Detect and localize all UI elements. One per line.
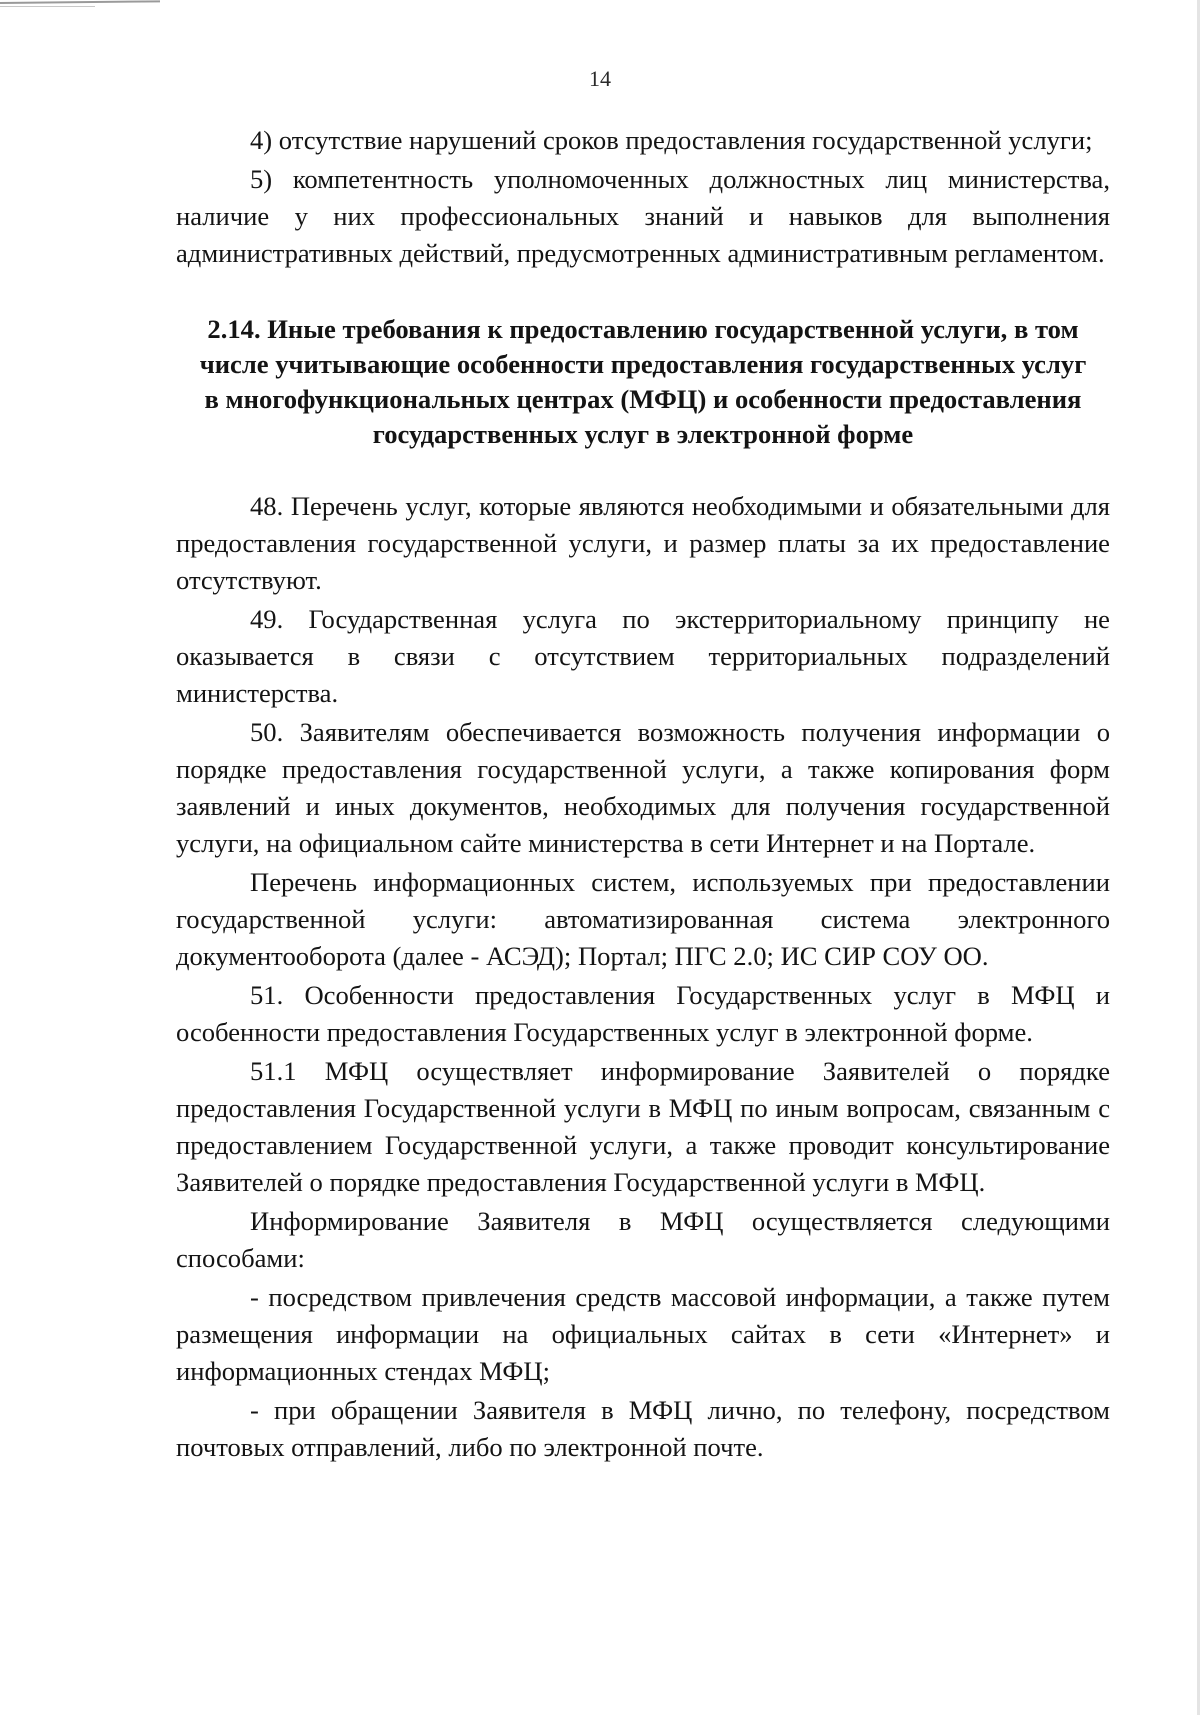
list-item: 5) компетентность уполномоченных должностных лиц министерства, наличие у них профессиональных знаний и навыков для выполнения административных действий, предусмотренных административным регламентом. [176,164,1110,268]
list-item: 4) отсутствие нарушений сроков предоставления государственной услуги; [250,125,1093,155]
paragraph: - посредством привлечения средств массовой информации, а также путем размещения информации на официальных сайтах в сети «Интернет» и информационных стендах МФЦ; [176,1282,1110,1386]
section-heading: 2.14. Иные требования к предоставлению государственной услуги, в том числе учитывающие особенности предоставления государственных услуг в многофункциональных центрах (МФЦ) и особенности предоставления государственных услуг в электронной форме [199,314,1087,449]
document-body [176,122,1110,1466]
paragraph: 48. Перечень услуг, которые являются необходимыми и обязательными для предоставления государственной услуги, и размер платы за их предоставление отсутствуют. [176,491,1110,595]
paragraph: Информирование Заявителя в МФЦ осуществляется следующими способами: [176,1206,1110,1273]
paragraph: 49. Государственная услуга по экстерриториальному принципу не оказывается в связи с отсутствием территориальных подразделений министерства. [176,604,1110,708]
paragraph: Перечень информационных систем, используемых при предоставлении государственной услуги: автоматизированная система электронного документооборота (далее - АСЭД); Портал; ПГС 2.0; ИС СИР СОУ ОО. [176,867,1110,971]
paragraph: - при обращении Заявителя в МФЦ лично, по телефону, посредством почтовых отправлений, либо по электронной почте. [176,1395,1110,1462]
paragraph: 50. Заявителям обеспечивается возможность получения информации о порядке предоставления государственной услуги, а также копирования форм заявлений и иных документов, необходимых для получения государственной услуги, на официальном сайте министерства в сети Интернет и на Портале. [176,717,1110,858]
paragraph: 51. Особенности предоставления Государственных услуг в МФЦ и особенности предоставления Государственных услуг в электронной форме. [176,980,1110,1047]
page-number: 14 [589,66,611,91]
scan-artifact [0,0,175,10]
paragraph: 51.1 МФЦ осуществляет информирование Заявителей о порядке предоставления Государственной услуги в МФЦ по иным вопросам, связанным с предоставлением Государственной услуги, а также проводит консультирование Заявителей о порядке предоставления Государственной услуги в МФЦ. [176,1056,1110,1197]
